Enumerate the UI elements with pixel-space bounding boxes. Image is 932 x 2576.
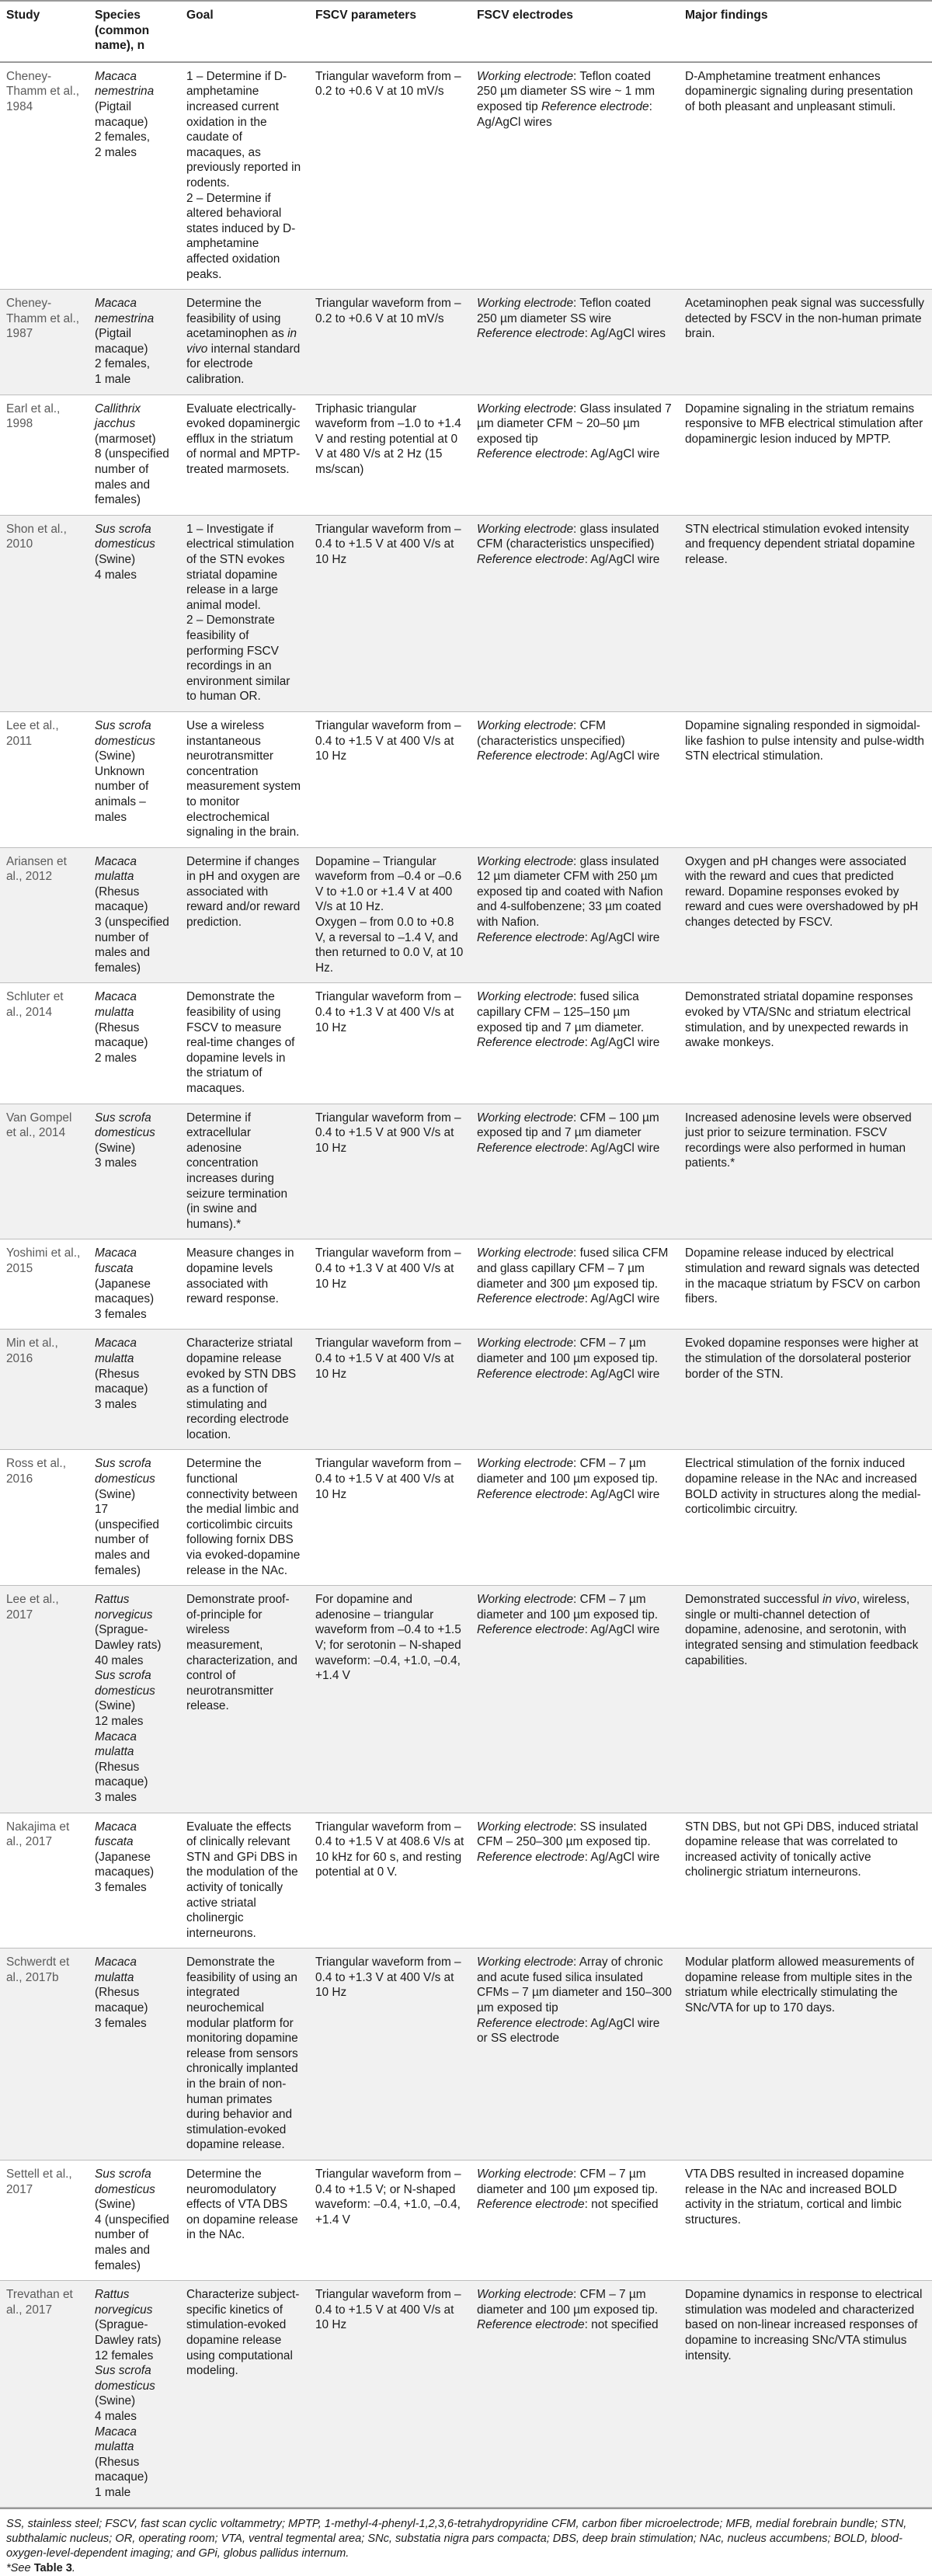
table-row <box>0 395 932 515</box>
species-scientific-name: Macaca mulatta <box>95 1955 137 1984</box>
species-scientific-name: Macaca mulatta <box>95 1337 137 1365</box>
species-cell <box>89 1330 180 1450</box>
electrode-label: Reference electrode <box>477 447 585 461</box>
goal-cell <box>180 1813 309 1949</box>
electrode-description: : CFM (characteristics unspecified) <box>477 718 625 748</box>
header-species: Species (common name), n <box>89 1 180 62</box>
header-major-findings: Major findings <box>679 1 932 62</box>
fscv-parameters-cell <box>309 1104 471 1239</box>
goal-cell <box>180 1239 309 1330</box>
parameters-text: Triangular waveform from –0.4 to +1.5 V at 400 V/s at 10 Hz <box>315 2288 461 2332</box>
electrode-label: Reference electrode <box>477 2016 585 2030</box>
electrode-description: : Ag/AgCl wire <box>584 1487 660 1501</box>
goal-cell <box>180 1586 309 1813</box>
major-findings-cell: Increased adenosine levels were observed just prior to seizure termination. FSCV recordings were also performed in human patients.* <box>679 1104 932 1239</box>
electrode-label: Reference electrode <box>477 1850 585 1864</box>
species-detail: 3 females <box>95 2016 147 2030</box>
study-cell: Ariansen et al., 2012 <box>0 847 89 983</box>
fscv-parameters-cell <box>309 1949 471 2161</box>
table-row <box>0 290 932 395</box>
parameters-text: Triangular waveform from –0.2 to +0.6 V at 10 mV/s <box>315 297 461 325</box>
study-cell: Schluter et al., 2014 <box>0 983 89 1104</box>
fscv-parameters-cell <box>309 1813 471 1949</box>
major-findings-cell: Dopamine signaling responded in sigmoidal-like fashion to pulse intensity and pulse-width STN electrical stimulation. <box>679 711 932 847</box>
species-cell <box>89 1239 180 1330</box>
species-entry: Macaca mulatta (Rhesus macaque) 1 male <box>95 2425 174 2501</box>
study-cell: Shon et al., 2010 <box>0 515 89 711</box>
electrode-label: Reference electrode <box>477 1292 585 1306</box>
electrode-description: : Teflon coated 250 µm diameter SS wire <box>477 297 651 325</box>
study-cell: Nakajima et al., 2017 <box>0 1813 89 1949</box>
species-scientific-name: Macaca mulatta <box>95 854 137 884</box>
electrode-description: : fused silica CFM and glass capillary CFM – 7 µm diameter and 300 µm exposed tip. <box>477 1246 669 1291</box>
fscv-electrodes-cell <box>471 1586 679 1813</box>
study-cell: Earl et al., 1998 <box>0 395 89 515</box>
species-detail: 3 females <box>95 1880 147 1894</box>
parameters-text: Triphasic triangular waveform from –1.0 to +1.4 V and resting potential at 0 V at 480 V/s at 2 Hz (15 ms/scan) <box>315 402 461 477</box>
species-detail: 17 (unspecified number of males and females) <box>95 1503 159 1577</box>
species-scientific-name: Macaca nemestrina <box>95 297 155 325</box>
electrode-description: : not specified <box>584 2198 659 2212</box>
species-cell <box>89 62 180 290</box>
electrode-label: Working electrode <box>477 522 574 536</box>
goal-text: 2 – Demonstrate feasibility of performing FSCV recordings in an environment similar to human OR. <box>186 614 290 704</box>
species-entry: Sus scrofa domesticus (Swine) Unknown number of animals – males <box>95 718 174 825</box>
electrode-description: : Ag/AgCl wire <box>584 749 660 763</box>
species-cell <box>89 1949 180 2161</box>
species-scientific-name: Sus scrofa domesticus <box>95 1457 155 1486</box>
electrode-label: Reference electrode <box>477 1487 585 1501</box>
species-scientific-name: Sus scrofa domesticus <box>95 2364 155 2393</box>
electrode-label: Working electrode <box>477 1593 574 1607</box>
fscv-parameters-cell <box>309 515 471 711</box>
fscv-parameters-cell <box>309 62 471 290</box>
table-row <box>0 2281 932 2508</box>
goal-text: Determine the neuromodulatory effects of VTA DBS on dopamine release in the NAc. <box>186 2168 298 2242</box>
species-cell <box>89 983 180 1104</box>
fscv-parameters-cell <box>309 1239 471 1330</box>
goal-text: 2 – Determine if altered behavioral states induced by D-amphetamine affected oxidation peaks. <box>186 191 296 281</box>
parameters-text: Triangular waveform from –0.4 to +1.3 V at 400 V/s at 10 Hz <box>315 1955 461 2000</box>
study-cell: Cheney-Thamm et al., 1984 <box>0 62 89 290</box>
goal-text: Characterize subject-specific kinetics of stimulation-evoked dopamine release using computational modeling. <box>186 2288 300 2378</box>
parameters-text: For dopamine and adenosine – triangular waveform from –0.4 to +1.5 V; for serotonin – N-shaped waveform: –0.4, +1.0, –0.4, +1.4 V <box>315 1593 461 1683</box>
electrode-label: Working electrode <box>477 1820 574 1834</box>
fscv-parameters-cell <box>309 847 471 983</box>
electrode-description: : SS insulated CFM – 250–300 µm exposed tip. <box>477 1820 651 1849</box>
species-scientific-name: Macaca fuscata <box>95 1820 137 1849</box>
electrode-description: : CFM – 7 µm diameter and 100 µm exposed tip. <box>477 1593 659 1622</box>
parameters-text: Triangular waveform from –0.4 to +1.3 V at 400 V/s at 10 Hz <box>315 1246 461 1291</box>
species-scientific-name: Macaca mulatta <box>95 2425 137 2454</box>
goal-text: Determine the feasibility of using acetaminophen as in vivo internal standard for electrode calibration. <box>186 297 301 387</box>
parameters-text: Dopamine – Triangular waveform from –0.4 or –0.6 V to +1.0 or +1.4 V at 400 V/s at 10 Hz. <box>315 854 462 914</box>
electrode-label: Reference electrode <box>477 1623 585 1637</box>
table-row <box>0 1586 932 1813</box>
study-cell: Lee et al., 2011 <box>0 711 89 847</box>
goal-cell <box>180 515 309 711</box>
parameters-text: Triangular waveform from –0.4 to +1.5 V at 408.6 V/s at 10 kHz for 60 s, and resting potential at 0 V. <box>315 1820 464 1879</box>
electrode-label: Reference electrode <box>477 1036 585 1050</box>
fscv-parameters-cell <box>309 395 471 515</box>
table-row <box>0 1450 932 1586</box>
species-detail: 3 females <box>95 1307 147 1321</box>
species-cell <box>89 1586 180 1813</box>
species-entry: Sus scrofa domesticus (Swine) 17 (unspecified number of males and females) <box>95 1456 174 1578</box>
species-entry: Rattus norvegicus (Sprague-Dawley rats) 40 males <box>95 1593 162 1667</box>
species-detail: 2 females, <box>95 130 151 144</box>
electrode-label: Working electrode <box>477 1111 574 1125</box>
species-scientific-name: Callithrix jacchus <box>95 402 141 431</box>
species-detail: 3 (unspecified number of males and females) <box>95 916 169 975</box>
fscv-electrodes-cell <box>471 1450 679 1586</box>
electrode-description: : Ag/AgCl wires <box>584 327 666 341</box>
species-cell <box>89 1104 180 1239</box>
study-cell: Lee et al., 2017 <box>0 1586 89 1813</box>
species-detail: 4 (unspecified number of males and females) <box>95 2213 169 2272</box>
study-cell: Schwerdt et al., 2017b <box>0 1949 89 2161</box>
species-detail: 1 male <box>95 373 131 387</box>
major-findings-cell: Acetaminophen peak signal was successfully detected by FSCV in the non-human primate brain. <box>679 290 932 395</box>
species-scientific-name: Rattus norvegicus <box>95 2288 153 2317</box>
major-findings-cell: Demonstrated successful in vivo, wireless, single or multi-channel detection of dopamine, adenosine, and serotonin, with integrated sensing and stimulation feedback capabilities. <box>679 1586 932 1813</box>
see-prefix: *See <box>6 2562 34 2575</box>
table-row <box>0 62 932 290</box>
species-detail: 12 females <box>95 2348 154 2362</box>
header-row <box>0 1 932 62</box>
electrode-label: Working electrode <box>477 69 574 83</box>
goal-cell <box>180 2161 309 2281</box>
header-fscv-parameters: FSCV parameters <box>309 1 471 62</box>
study-cell: Van Gompel et al., 2014 <box>0 1104 89 1239</box>
species-detail: 3 males <box>95 1790 137 1804</box>
electrode-label: Reference electrode <box>477 327 585 341</box>
fscv-electrodes-cell <box>471 983 679 1104</box>
electrode-label: Working electrode <box>477 2168 574 2181</box>
species-scientific-name: Sus scrofa domesticus <box>95 1669 155 1698</box>
electrode-description: : Teflon coated 250 µm diameter SS wire ~ 1 mm exposed tip <box>477 69 656 113</box>
species-scientific-name: Sus scrofa domesticus <box>95 718 155 748</box>
goal-text: Demonstrate proof-of-principle for wireless measurement, characterization, and control of neurotransmitter release. <box>186 1593 297 1713</box>
species-cell <box>89 1450 180 1586</box>
major-findings-cell: Demonstrated striatal dopamine responses evoked by VTA/SNc and striatum electrical stimulation, and by unexpected rewards in awake monkeys. <box>679 983 932 1104</box>
parameters-text: Oxygen – from 0.0 to +0.8 V, a reversal to –1.4 V, and then returned to 0.0 V, at 10 Hz. <box>315 916 464 975</box>
electrode-label: Reference electrode <box>477 1141 585 1155</box>
fscv-electrodes-cell <box>471 62 679 290</box>
species-entry: Macaca mulatta (Rhesus macaque) 3 males <box>95 1336 174 1412</box>
electrode-description: : fused silica capillary CFM – 125–150 µm exposed tip and 7 µm diameter. <box>477 990 645 1034</box>
species-cell <box>89 515 180 711</box>
species-cell <box>89 395 180 515</box>
goal-text: 1 – Determine if D-amphetamine increased current oxidation in the caudate of macaques, as previously reported in rodents. <box>186 69 301 189</box>
goal-cell <box>180 1949 309 2161</box>
goal-cell <box>180 847 309 983</box>
goal-cell <box>180 62 309 290</box>
goal-cell <box>180 1450 309 1586</box>
electrode-description: : Ag/AgCl wire or SS electrode <box>477 2016 660 2046</box>
goal-italic: in vivo <box>186 327 297 356</box>
fscv-electrodes-cell <box>471 2161 679 2281</box>
parameters-text: Triangular waveform from –0.4 to +1.5 V at 400 V/s at 10 Hz <box>315 718 461 763</box>
electrode-label: Working electrode <box>477 1955 574 1969</box>
goal-text: 1 – Investigate if electrical stimulation of the STN evokes striatal dopamine release in a large animal model. <box>186 522 294 612</box>
electrode-label: Working electrode <box>477 1337 574 1351</box>
major-findings-cell: STN DBS, but not GPi DBS, induced striatal dopamine release that was correlated to increased activity of tonically active cholinergic striatum interneurons. <box>679 1813 932 1949</box>
goal-text: Determine if extracellular adenosine concentration increases during seizure termination (in swine and humans).* <box>186 1111 288 1231</box>
fscv-parameters-cell <box>309 711 471 847</box>
species-entry: Macaca mulatta (Rhesus macaque) 3 (unspecified number of males and females) <box>95 854 174 976</box>
species-cell <box>89 1813 180 1949</box>
species-detail: 2 females, <box>95 357 151 371</box>
electrode-description: : Ag/AgCl wire <box>584 1367 660 1381</box>
fscv-electrodes-cell <box>471 1813 679 1949</box>
table-row <box>0 2161 932 2281</box>
electrode-description: : Array of chronic and acute fused silica insulated CFMs – 7 µm diameter and 150–300 µm exposed tip <box>477 1955 672 2015</box>
parameters-text: Triangular waveform from –0.4 to +1.5 V; or N-shaped waveform: –0.4, +1.0, –0.4, +1.4 V <box>315 2168 461 2227</box>
table-body <box>0 62 932 2508</box>
species-scientific-name: Sus scrofa domesticus <box>95 1111 155 1140</box>
header-fscv-electrodes: FSCV electrodes <box>471 1 679 62</box>
fscv-electrodes-cell <box>471 515 679 711</box>
electrode-description: : CFM – 7 µm diameter and 100 µm exposed tip. <box>477 1457 659 1486</box>
see-suffix: . <box>71 2562 75 2575</box>
table-footnote <box>0 2508 932 2576</box>
parameters-text: Triangular waveform from –0.2 to +0.6 V at 10 mV/s <box>315 69 461 99</box>
parameters-text: Triangular waveform from –0.4 to +1.5 V at 900 V/s at 10 Hz <box>315 1111 461 1155</box>
electrode-description: : CFM – 7 µm diameter and 100 µm exposed tip. <box>477 2168 659 2196</box>
species-cell <box>89 290 180 395</box>
species-detail: 8 (unspecified number of males and females) <box>95 447 169 507</box>
fscv-parameters-cell <box>309 2161 471 2281</box>
major-findings-cell: Dopamine signaling in the striatum remains responsive to MFB electrical stimulation after dopaminergic lesion induced by MPTP. <box>679 395 932 515</box>
goal-cell <box>180 983 309 1104</box>
species-scientific-name: Macaca mulatta <box>95 1730 137 1759</box>
electrode-description: : Ag/AgCl wire <box>584 930 660 944</box>
species-detail: 3 males <box>95 1397 137 1411</box>
goal-text: Demonstrate the feasibility of using FSCV to measure real-time changes of dopamine levels in the striatum of macaques. <box>186 990 295 1095</box>
major-findings-cell: Electrical stimulation of the fornix induced dopamine release in the NAc and increased BOLD activity in structures along the medial-corticolimbic circuitry. <box>679 1450 932 1586</box>
species-entry: Sus scrofa domesticus (Swine) 4 males <box>95 522 174 582</box>
electrode-label: Reference electrode <box>477 930 585 944</box>
fscv-electrodes-cell <box>471 1239 679 1330</box>
species-detail: 2 males <box>95 145 137 159</box>
fscv-parameters-cell <box>309 1586 471 1813</box>
goal-cell <box>180 1104 309 1239</box>
electrode-label: Working electrode <box>477 990 574 1004</box>
species-entry: Rattus norvegicus (Sprague-Dawley rats) 12 females <box>95 2287 174 2363</box>
electrode-label: Working electrode <box>477 2288 574 2302</box>
species-entry: Macaca mulatta (Rhesus macaque) 2 males <box>95 989 174 1066</box>
species-entry: Macaca nemestrina (Pigtail macaque) 2 females, 1 male <box>95 296 174 388</box>
electrode-label: Working electrode <box>477 718 574 732</box>
fscv-electrodes-cell <box>471 290 679 395</box>
table-row <box>0 1813 932 1949</box>
fscv-electrodes-cell <box>471 847 679 983</box>
species-entry: Macaca fuscata (Japanese macaques) 3 females <box>95 1246 174 1322</box>
species-scientific-name: Rattus norvegicus <box>95 1593 153 1622</box>
electrode-description: : Ag/AgCl wires <box>477 99 652 129</box>
electrode-description: : glass insulated CFM (characteristics unspecified) <box>477 522 659 551</box>
electrode-description: : CFM – 7 µm diameter and 100 µm exposed tip. <box>477 1337 659 1365</box>
table-row <box>0 1949 932 2161</box>
parameters-text: Triangular waveform from –0.4 to +1.5 V at 400 V/s at 10 Hz <box>315 522 461 566</box>
electrode-label: Reference electrode <box>477 749 585 763</box>
table-row <box>0 1104 932 1239</box>
major-findings-cell: Oxygen and pH changes were associated with the reward and cues that predicted reward. Dopamine responses evoked by reward and cues were overshadowed by pH changes detected by FSCV. <box>679 847 932 983</box>
fscv-electrodes-cell <box>471 1330 679 1450</box>
species-detail: 4 males <box>95 2409 137 2423</box>
goal-cell <box>180 2281 309 2508</box>
electrode-description: : not specified <box>584 2318 659 2332</box>
species-scientific-name: Macaca fuscata <box>95 1246 137 1275</box>
electrode-label: Working electrode <box>477 1457 574 1471</box>
electrode-description: : CFM – 7 µm diameter and 100 µm exposed tip. <box>477 2288 659 2317</box>
table-row <box>0 711 932 847</box>
electrode-description: : glass insulated 12 µm diameter CFM with 250 µm exposed tip and coated with Nafion and 4-sulfobenzene; 33 µm coated with Nafion. <box>477 854 663 930</box>
species-scientific-name: Sus scrofa domesticus <box>95 2168 155 2196</box>
table-row <box>0 983 932 1104</box>
goal-text: Evaluate the effects of clinically relevant STN and GPi DBS in the modulation of the activity of tonically active striatal cholinergic interneurons. <box>186 1820 298 1940</box>
fscv-parameters-cell <box>309 1330 471 1450</box>
species-scientific-name: Macaca nemestrina <box>95 69 155 99</box>
fscv-parameters-cell <box>309 290 471 395</box>
electrode-label: Working electrode <box>477 854 574 868</box>
electrode-label: Reference electrode <box>477 2198 585 2212</box>
species-entry: Sus scrofa domesticus (Swine) 12 males <box>95 1668 174 1729</box>
electrode-description: : CFM – 100 µm exposed tip and 7 µm diameter <box>477 1111 659 1140</box>
species-detail: 2 males <box>95 1051 137 1065</box>
species-cell <box>89 711 180 847</box>
table-row <box>0 847 932 983</box>
header-goal: Goal <box>180 1 309 62</box>
goal-text: Measure changes in dopamine levels associated with reward response. <box>186 1246 294 1306</box>
fscv-parameters-cell <box>309 2281 471 2508</box>
goal-text: Determine if changes in pH and oxygen are associated with reward and/or reward prediction. <box>186 854 301 930</box>
fscv-electrodes-cell <box>471 2281 679 2508</box>
species-detail: Unknown number of animals – males <box>95 764 149 824</box>
study-cell: Ross et al., 2016 <box>0 1450 89 1586</box>
table-row <box>0 1239 932 1330</box>
electrode-description: : Glass insulated 7 µm diameter CFM ~ 20–50 µm exposed tip <box>477 402 672 446</box>
major-findings-cell: D-Amphetamine treatment enhances dopaminergic signaling during presentation of both pleasant and unpleasant stimuli. <box>679 62 932 290</box>
major-findings-cell: Modular platform allowed measurements of dopamine release from multiple sites in the striatum while electrically stimulating the SNc/VTA for up to 170 days. <box>679 1949 932 2161</box>
species-entry: Callithrix jacchus (marmoset) 8 (unspecified number of males and females) <box>95 402 174 508</box>
goal-cell <box>180 395 309 515</box>
fscv-electrodes-cell <box>471 1104 679 1239</box>
major-findings-cell: Evoked dopamine responses were higher at the stimulation of the dorsolateral posterior border of the STN. <box>679 1330 932 1450</box>
parameters-text: Triangular waveform from –0.4 to +1.5 V at 400 V/s at 10 Hz <box>315 1337 461 1381</box>
goal-text: Determine the functional connectivity between the medial limbic and corticolimbic circuits following fornix DBS via evoked-dopamine release in the NAc. <box>186 1457 301 1577</box>
see-table-note <box>6 2561 926 2576</box>
electrode-label: Reference electrode <box>477 2318 585 2332</box>
species-entry: Macaca mulatta (Rhesus macaque) 3 females <box>95 1955 174 2031</box>
electrode-label: Reference electrode <box>541 99 649 113</box>
table-row <box>0 515 932 711</box>
electrode-description: : Ag/AgCl wire <box>584 553 660 566</box>
species-entry: Sus scrofa domesticus (Swine) 4 (unspecified number of males and females) <box>95 2167 174 2273</box>
electrode-label: Reference electrode <box>477 553 585 566</box>
electrode-label: Working electrode <box>477 1246 574 1260</box>
goal-text: Characterize striatal dopamine release evoked by STN DBS as a function of stimulating and recording electrode location. <box>186 1337 297 1441</box>
study-cell: Cheney-Thamm et al., 1987 <box>0 290 89 395</box>
goal-cell <box>180 1330 309 1450</box>
species-cell <box>89 847 180 983</box>
parameters-text: Triangular waveform from –0.4 to +1.3 V at 400 V/s at 10 Hz <box>315 990 461 1034</box>
goal-text: Evaluate electrically-evoked dopaminergic efflux in the striatum of normal and MPTP-treated marmosets. <box>186 402 301 477</box>
species-entry: Macaca fuscata (Japanese macaques) 3 females <box>95 1820 174 1896</box>
electrode-description: : Ag/AgCl wire <box>584 1141 660 1155</box>
fscv-electrodes-cell <box>471 711 679 847</box>
electrode-description: : Ag/AgCl wire <box>584 1850 660 1864</box>
species-cell <box>89 2281 180 2508</box>
electrode-label: Working electrode <box>477 402 574 415</box>
study-cell: Trevathan et al., 2017 <box>0 2281 89 2508</box>
species-detail: 3 males <box>95 1156 137 1170</box>
study-cell: Min et al., 2016 <box>0 1330 89 1450</box>
major-findings-cell: STN electrical stimulation evoked intensity and frequency dependent striatal dopamine release. <box>679 515 932 711</box>
findings-italic: in vivo <box>822 1593 857 1607</box>
electrode-label: Reference electrode <box>477 1367 585 1381</box>
major-findings-cell: VTA DBS resulted in increased dopamine release in the NAc and increased BOLD activity in the striatum, cortical and limbic structures. <box>679 2161 932 2281</box>
goal-text: Demonstrate the feasibility of using an integrated neurochemical modular platform for monitoring dopamine release from sensors chronically implanted in the brain of non-human primates during behavior and stimulation-evoked dopamine release. <box>186 1955 298 2152</box>
major-findings-cell: Dopamine release induced by electrical stimulation and reward signals was detected in the macaque striatum by FSCV on carbon fibers. <box>679 1239 932 1330</box>
header-study: Study <box>0 1 89 62</box>
see-table-link[interactable]: Table 3 <box>33 2562 72 2575</box>
parameters-text: Triangular waveform from –0.4 to +1.5 V at 400 V/s at 10 Hz <box>315 1457 461 1501</box>
species-entry: Macaca mulatta (Rhesus macaque) 3 males <box>95 1730 174 1806</box>
abbreviations-note: SS, stainless steel; FSCV, fast scan cyclic voltammetry; MPTP, 1-methyl-4-phenyl-1,2,3,6-tetrahydropyridine CFM, carbon fiber microelectrode; MFB, medial forebrain bundle; STN, subthalamic nucleus; OR, operating room; VTA, ventral tegmental area; SNc, substatia nigra pars compacta; DBS, deep brain stimulation; NAc, nucleus accumbens; BOLD, blood-oxygen-level-dependent imaging; and GPi, globus pallidus internum. <box>6 2518 907 2560</box>
electrode-description: : Ag/AgCl wire <box>584 447 660 461</box>
electrode-description: : Ag/AgCl wire <box>584 1036 660 1050</box>
fscv-parameters-cell <box>309 1450 471 1586</box>
species-detail: 12 males <box>95 1714 144 1728</box>
species-detail: 4 males <box>95 568 137 582</box>
goal-cell <box>180 290 309 395</box>
goal-text: Use a wireless instantaneous neurotransmitter concentration measurement system to monitor electrochemical signaling in the brain. <box>186 718 301 840</box>
fscv-electrodes-cell <box>471 395 679 515</box>
species-detail: 1 male <box>95 2485 131 2499</box>
species-entry: Macaca nemestrina (Pigtail macaque) 2 females, 2 males <box>95 69 174 161</box>
species-scientific-name: Macaca mulatta <box>95 990 137 1020</box>
fscv-electrodes-cell <box>471 1949 679 2161</box>
electrode-description: : Ag/AgCl wire <box>584 1623 660 1637</box>
species-cell <box>89 2161 180 2281</box>
species-entry: Sus scrofa domesticus (Swine) 3 males <box>95 1111 174 1171</box>
electrode-label: Working electrode <box>477 297 574 311</box>
electrode-description: : Ag/AgCl wire <box>584 1292 660 1306</box>
table-row <box>0 1330 932 1450</box>
species-scientific-name: Sus scrofa domesticus <box>95 522 155 551</box>
study-cell: Settell et al., 2017 <box>0 2161 89 2281</box>
species-entry: Sus scrofa domesticus (Swine) 4 males <box>95 2363 174 2424</box>
major-findings-cell: Dopamine dynamics in response to electrical stimulation was modeled and characterized based on non-linear increased responses of dopamine to increasing SNc/VTA stimulus intensity. <box>679 2281 932 2508</box>
study-cell: Yoshimi et al., 2015 <box>0 1239 89 1330</box>
goal-cell <box>180 711 309 847</box>
fscv-parameters-cell <box>309 983 471 1104</box>
